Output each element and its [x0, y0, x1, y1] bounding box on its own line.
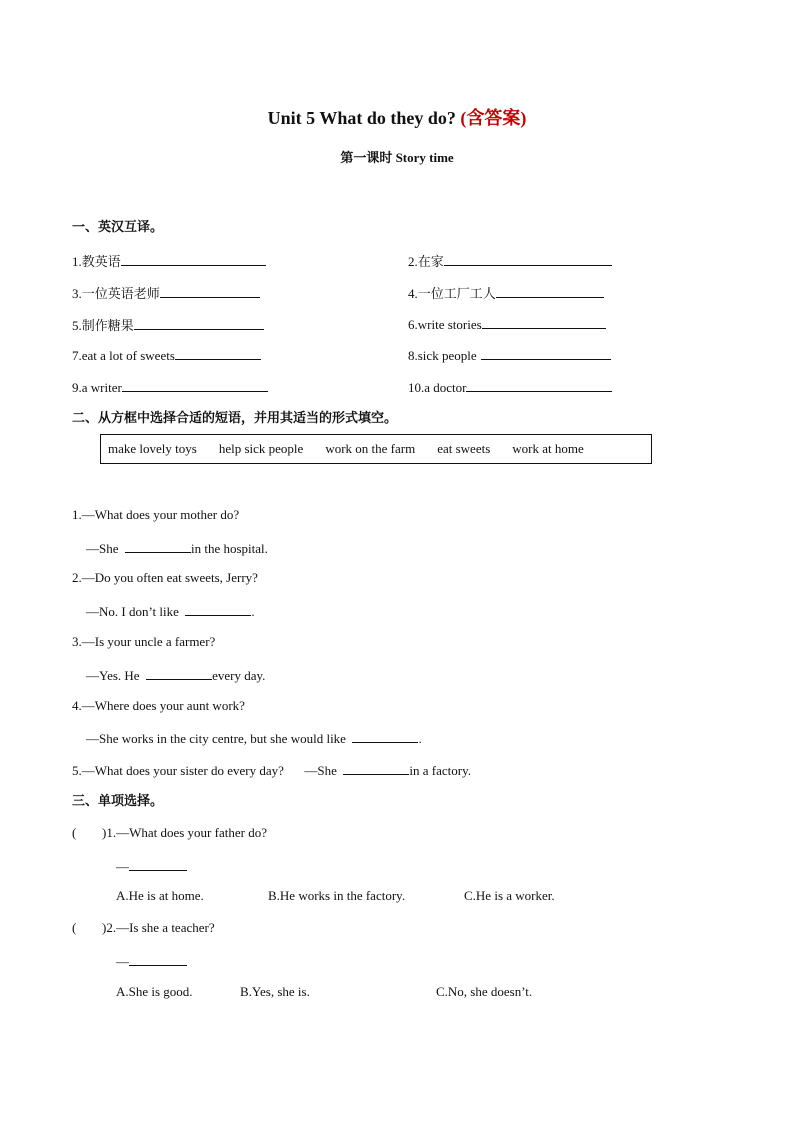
answer-line [86, 602, 255, 620]
item-text: 6.write stories [408, 317, 482, 332]
item-text: 1.教英语 [72, 254, 121, 269]
answer-blank[interactable] [444, 252, 612, 266]
answer-blank[interactable] [125, 539, 191, 553]
answer-line [86, 729, 422, 747]
item-text: 10.a doctor [408, 380, 467, 395]
answer-blank[interactable] [482, 315, 606, 329]
answer-blank[interactable] [160, 284, 260, 298]
word-bank-item: work on the farm [325, 441, 416, 456]
answer-line [116, 857, 187, 875]
question-text: )1.—What does your father do? [102, 825, 267, 840]
answer-prefix: —Yes. He [86, 668, 140, 683]
section3-heading: 三、单项选择。 [72, 794, 164, 809]
answer-blank[interactable] [129, 857, 187, 871]
answer-blank[interactable] [122, 378, 268, 392]
translate-item [408, 346, 611, 364]
question-text: )2.—Is she a teacher? [102, 920, 215, 935]
answer-blank[interactable] [121, 252, 266, 266]
answer-paren[interactable]: ( [72, 825, 77, 840]
item-text: 7.eat a lot of sweets [72, 348, 175, 363]
answer-line [86, 539, 268, 557]
word-bank-item: make lovely toys [108, 441, 197, 456]
answer-dash: — [116, 954, 129, 969]
answer-blank[interactable] [146, 666, 212, 680]
answer-blank[interactable] [175, 346, 261, 360]
answer-blank[interactable] [343, 761, 409, 775]
option-c[interactable]: C.He is a worker. [464, 888, 555, 903]
option-a[interactable]: A.He is at home. [116, 888, 204, 903]
question-text: 5.—What does your sister do every day? [72, 763, 284, 778]
option-a[interactable]: A.She is good. [116, 984, 193, 999]
choice-question [72, 920, 215, 936]
question-line: 2.—Do you often eat sweets, Jerry? [72, 570, 258, 585]
answer-blank[interactable] [466, 378, 612, 392]
item-text: 5.制作糖果 [72, 318, 134, 333]
answer-paren[interactable]: ( [72, 920, 77, 935]
translate-item [408, 378, 612, 396]
translate-item [408, 315, 606, 333]
title-answer-tag: (含答案) [460, 108, 527, 128]
answer-blank[interactable] [496, 284, 604, 298]
item-text: 9.a writer [72, 380, 122, 395]
page-title [0, 104, 794, 130]
word-bank-item: work at home [512, 441, 584, 456]
translate-item [72, 378, 268, 396]
translate-item [72, 315, 264, 334]
choice-question [72, 825, 267, 841]
answer-suffix: in a factory. [409, 763, 472, 778]
answer-suffix: in the hospital. [191, 541, 268, 556]
answer-prefix: —She [304, 763, 337, 778]
option-c[interactable]: C.No, she doesn’t. [436, 984, 533, 999]
question-line [72, 761, 471, 779]
item-text: 2.在家 [408, 254, 444, 269]
answer-dash: — [116, 859, 129, 874]
answer-suffix: . [251, 604, 255, 619]
option-b[interactable]: B.Yes, she is. [240, 984, 310, 999]
answer-blank[interactable] [352, 729, 418, 743]
translate-item [72, 283, 260, 302]
translate-item [408, 283, 604, 302]
translate-item [72, 251, 266, 270]
question-line: 4.—Where does your aunt work? [72, 698, 245, 713]
page-subtitle: 第一课时 Story time [340, 150, 454, 165]
word-bank-box [100, 434, 652, 464]
answer-suffix: . [418, 731, 422, 746]
word-bank-item: eat sweets [437, 441, 491, 456]
translate-item [72, 346, 261, 364]
item-text: 8.sick people [408, 348, 477, 363]
answer-prefix: —No. I don’t like [86, 604, 179, 619]
title-main: Unit 5 What do they do? [267, 108, 456, 128]
item-text: 3.一位英语老师 [72, 286, 160, 301]
question-line: 3.—Is your uncle a farmer? [72, 634, 216, 649]
answer-blank[interactable] [129, 952, 187, 966]
answer-blank[interactable] [134, 316, 264, 330]
answer-blank[interactable] [185, 602, 251, 616]
answer-prefix: —She [86, 541, 119, 556]
answer-prefix: —She works in the city centre, but she would like [86, 731, 346, 746]
option-b[interactable]: B.He works in the factory. [268, 888, 406, 903]
answer-suffix: every day. [212, 668, 266, 683]
section1-heading: 一、英汉互译。 [72, 220, 164, 235]
question-line: 1.—What does your mother do? [72, 507, 240, 522]
answer-blank[interactable] [481, 346, 611, 360]
word-bank-item: help sick people [218, 441, 304, 456]
section2-heading: 二、从方框中选择合适的短语，并用其适当的形式填空。 [72, 411, 398, 426]
item-text: 4.一位工厂工人 [408, 286, 496, 301]
translate-item [408, 251, 612, 270]
answer-line [86, 666, 265, 684]
answer-line [116, 952, 187, 970]
